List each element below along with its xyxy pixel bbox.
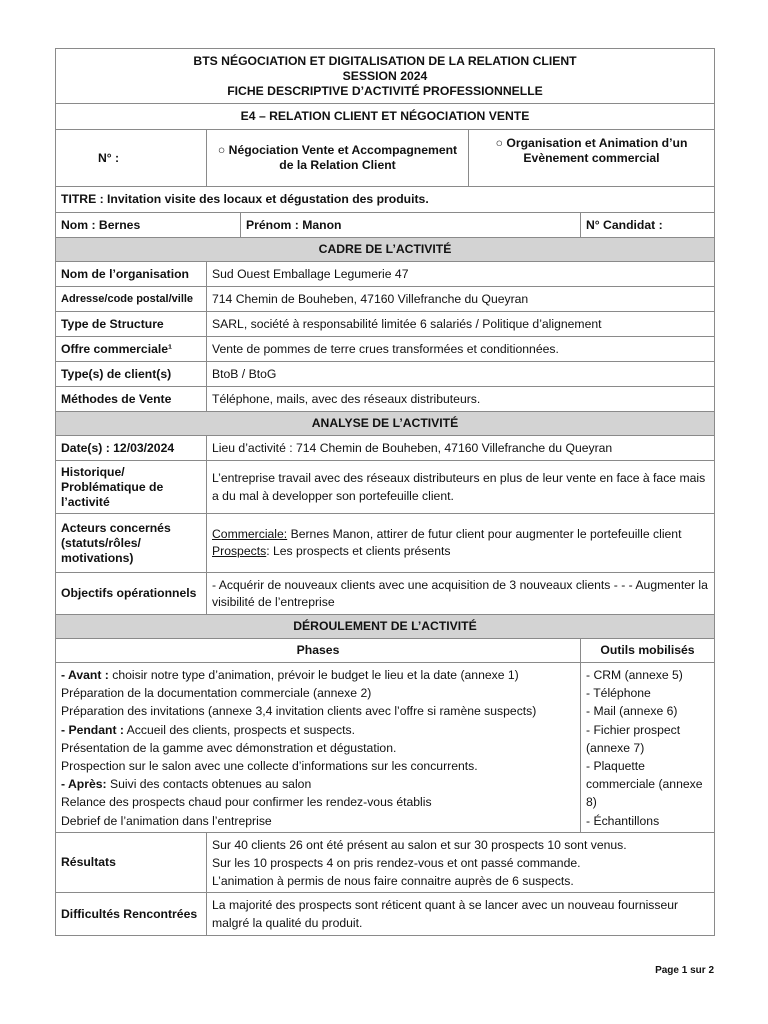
historique-label: Historique/ Problématique de l’activité <box>56 461 207 514</box>
clients-value: BtoB / BtoG <box>207 362 715 387</box>
phase-line: Préparation de la documentation commerciale (annexe 2) <box>61 686 372 701</box>
radio-circle-icon: ○ <box>217 143 226 157</box>
document-header <box>56 49 715 104</box>
methodes-value: Téléphone, mails, avec des réseaux distributeurs. <box>207 387 715 412</box>
outil-item: - Échantillons <box>586 813 660 828</box>
phases-header: Phases <box>56 639 581 663</box>
outil-item: - Fichier prospect (annexe 7) <box>586 722 681 755</box>
option-evenement[interactable] <box>469 130 715 187</box>
page-number: Page 1 sur 2 <box>655 965 714 976</box>
phase-line: - Avant : choisir notre type d’animation, prévoir le budget le lieu et la date (annexe 1) <box>61 668 519 682</box>
outil-item: - CRM (annexe 5) <box>586 668 683 682</box>
titre-row <box>56 187 715 213</box>
lieu-value: Lieu d’activité : 714 Chemin de Bouheben, 47160 Villefranche du Queyran <box>207 436 715 461</box>
prospects-label: Prospects <box>212 544 267 558</box>
resultat-line: Sur les 10 prospects 4 on pris rendez-vous et ont passé commande. <box>212 855 581 870</box>
phase-line: Prospection sur le salon avec une collecte d’informations sur les concurrents. <box>61 759 478 774</box>
deroulement-table <box>55 614 715 833</box>
section-analyse: ANALYSE DE L’ACTIVITÉ <box>56 412 715 436</box>
commerciale-value: Bernes Manon, attirer de futur client pour augmenter le portefeuille client <box>287 527 682 541</box>
option-negociation-label: Négociation Vente et Accompagnement de la Relation Client <box>228 143 458 172</box>
resultats-value <box>207 833 715 893</box>
outils-header: Outils mobilisés <box>581 639 715 663</box>
analysis-table <box>55 435 715 615</box>
adresse-value: 714 Chemin de Bouheben, 47160 Villefranche du Queyran <box>207 287 715 312</box>
outils-list <box>581 663 715 833</box>
section-deroulement: DÉROULEMENT DE L’ACTIVITÉ <box>56 615 715 639</box>
numero-label: N° : <box>56 130 207 187</box>
offre-value: Vente de pommes de terre crues transformées et conditionnées. <box>207 337 715 362</box>
resultat-line: L’animation à permis de nous faire connaitre auprès de 6 suspects. <box>212 873 574 888</box>
phase-line: Préparation des invitations (annexe 3,4 invitation clients avec l’offre si ramène suspects) <box>61 704 537 719</box>
activity-sheet <box>55 48 714 936</box>
outil-item: - Plaquette commerciale (annexe 8) <box>586 759 703 810</box>
titre-value: Invitation visite des locaux et dégustation des produits. <box>107 192 429 206</box>
prenom-field: Prénom : Manon <box>241 213 581 238</box>
commerciale-label: Commerciale: <box>212 527 288 541</box>
difficultes-label: Difficultés Rencontrées <box>56 893 207 936</box>
outil-item: - Téléphone <box>586 686 651 701</box>
phase-line: - Pendant : Accueil des clients, prospects et suspects. <box>61 722 355 737</box>
date-label: Date(s) : 12/03/2024 <box>56 436 207 461</box>
objectifs-label: Objectifs opérationnels <box>56 573 207 615</box>
phase-line: Relance des prospects chaud pour confirmer les rendez-vous établis <box>61 795 432 810</box>
objectifs-value: - Acquérir de nouveaux clients avec une acquisition de 3 nouveaux clients - - - Augmenter la visibilité de l’entreprise <box>207 573 715 615</box>
outil-item: - Mail (annexe 6) <box>586 704 678 719</box>
titre-label: TITRE : <box>61 192 104 206</box>
resultats-label: Résultats <box>56 833 207 893</box>
radio-circle-icon: ○ <box>495 136 503 150</box>
acteurs-label: Acteurs concernés (statuts/rôles/ motivations) <box>56 514 207 573</box>
clients-label: Type(s) de client(s) <box>56 362 207 387</box>
resultat-line: Sur 40 clients 26 ont été présent au salon et sur 30 prospects 10 sont venus. <box>212 837 627 852</box>
historique-value: L’entreprise travail avec des réseaux distributeurs en plus de leur vente en face à face mais a du mal à developper son portefeuille client. <box>207 461 715 514</box>
option-negociation[interactable] <box>207 130 469 187</box>
difficultes-value: La majorité des prospects sont réticent quant à se lancer avec un nouveau fournisseur malgré la qualité du produit. <box>207 893 715 936</box>
adresse-label: Adresse/code postal/ville <box>56 287 207 312</box>
header-line-1: BTS NÉGOCIATION ET DIGITALISATION DE LA RELATION CLIENT <box>193 53 577 68</box>
phase-line: Debrief de l’animation dans l’entreprise <box>61 813 272 828</box>
phases-list <box>56 663 581 833</box>
phase-line: - Après: Suivi des contacts obtenues au salon <box>61 777 312 792</box>
nom-field: Nom : Bernes <box>56 213 241 238</box>
organisation-value: Sud Ouest Emballage Legumerie 47 <box>207 262 715 287</box>
activity-table <box>55 48 715 436</box>
offre-label: Offre commerciale¹ <box>56 337 207 362</box>
organisation-label: Nom de l’organisation <box>56 262 207 287</box>
header-line-2: SESSION 2024 <box>342 68 428 83</box>
phase-line: Présentation de la gamme avec démonstration et dégustation. <box>61 740 397 755</box>
acteurs-value <box>207 514 715 573</box>
structure-value: SARL, société à responsabilité limitée 6 salariés / Politique d’alignement <box>207 312 715 337</box>
results-table <box>55 832 715 936</box>
section-cadre: CADRE DE L’ACTIVITÉ <box>56 238 715 262</box>
option-evenement-label: Organisation et Animation d’un Evènement commercial <box>506 136 688 165</box>
structure-label: Type de Structure <box>56 312 207 337</box>
header-line-3: FICHE DESCRIPTIVE D’ACTIVITÉ PROFESSIONNELLE <box>227 83 543 98</box>
methodes-label: Méthodes de Vente <box>56 387 207 412</box>
prospects-value: : Les prospects et clients présents <box>266 544 451 558</box>
candidat-field: N° Candidat : <box>581 213 715 238</box>
epreuve-title: E4 – RELATION CLIENT ET NÉGOCIATION VENTE <box>56 104 715 130</box>
